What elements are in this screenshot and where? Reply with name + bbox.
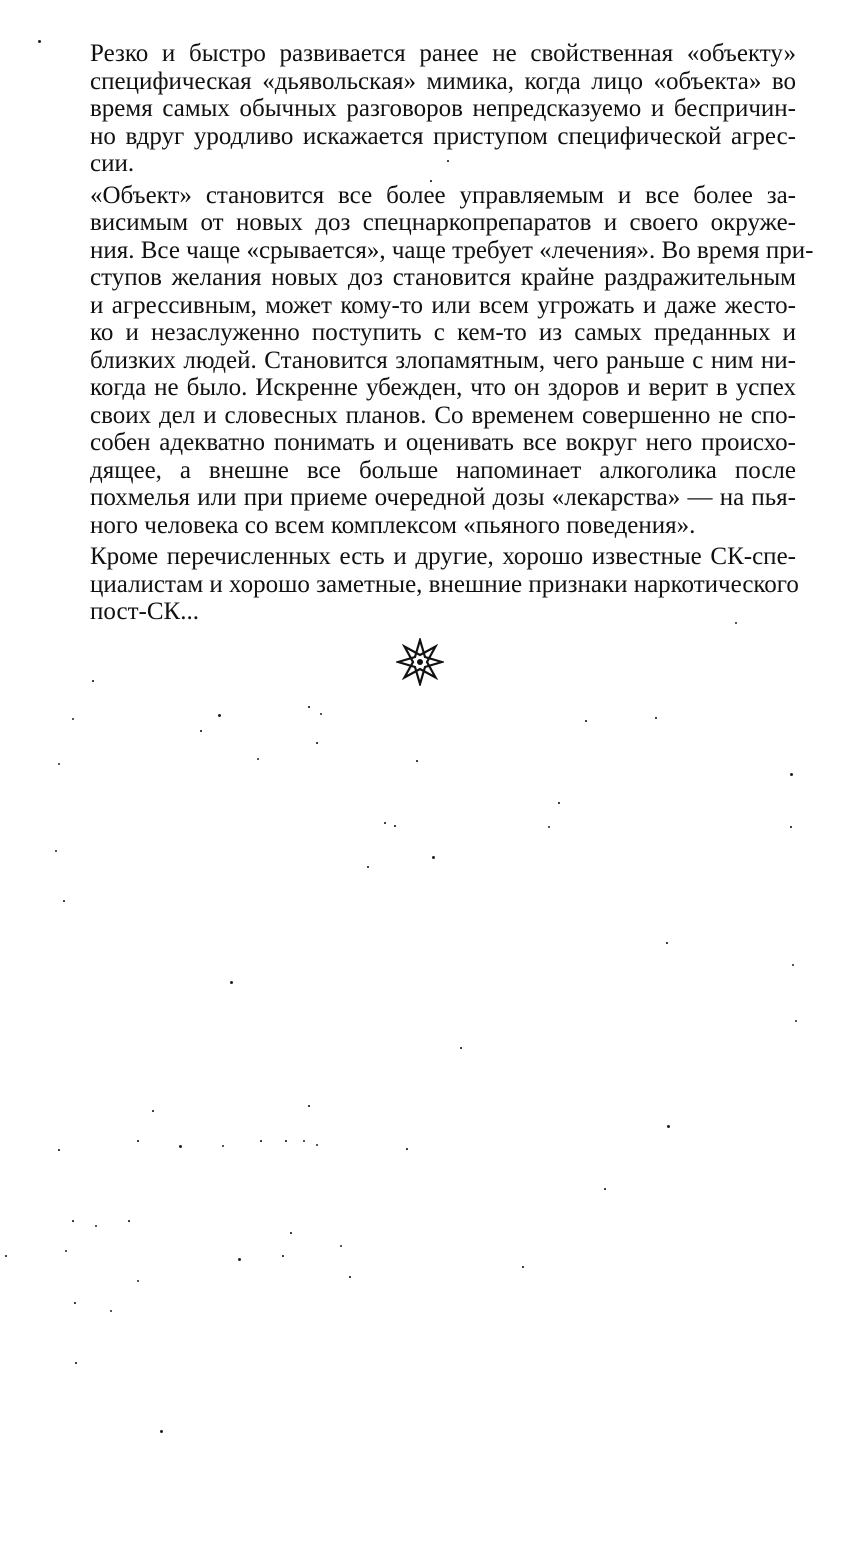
- scan-speck: [260, 1140, 262, 1142]
- scan-speck: [447, 160, 449, 162]
- paragraph-line: Кроме перечисленных есть и другие, хорошо известные СК-спе-: [90, 543, 796, 570]
- scan-speck: [349, 1276, 351, 1278]
- scan-speck: [303, 1140, 305, 1142]
- paragraph-line: время самых обычных разговоров непредсказуемо и беспричин-: [90, 95, 796, 122]
- scan-speck: [128, 1220, 130, 1222]
- paragraph-line: циалистам и хорошо заметные, внешние признаки наркотического: [90, 570, 799, 598]
- scan-speck: [200, 730, 202, 732]
- paragraph-3: [52, 543, 799, 626]
- scan-speck: [308, 706, 310, 708]
- scan-speck: [666, 942, 668, 944]
- paragraph-line: «Объект» становится все более управляемым и все более за-: [90, 181, 796, 209]
- paragraph-line: собен адекватно понимать и оценивать все вокруг него происхо-: [90, 429, 796, 456]
- scan-speck: [110, 1310, 112, 1312]
- paragraph-line: ного человека со всем комплексом «пьяного поведения».: [90, 511, 696, 539]
- scan-speck: [179, 1145, 182, 1148]
- scan-speck: [65, 1250, 67, 1252]
- paragraph-line: ступов желания новых доз становится крайне раздражительным: [90, 264, 796, 291]
- scan-speck: [406, 1148, 408, 1150]
- scan-speck: [735, 622, 737, 624]
- scan-speck: [432, 856, 435, 859]
- scan-speck: [522, 1266, 524, 1268]
- scan-speck: [74, 1302, 76, 1304]
- scan-speck: [92, 680, 94, 682]
- document-page: [52, 40, 814, 630]
- paragraph-line: и агрессивным, может кому-то или всем угрожать и даже жесто-: [90, 291, 796, 319]
- scan-speck: [308, 1105, 310, 1107]
- paragraph-line: сии.: [90, 150, 135, 177]
- scan-speck: [160, 1430, 163, 1433]
- eight-point-star-ornament-icon: [396, 638, 444, 686]
- scan-speck: [604, 1188, 606, 1190]
- scan-speck: [430, 180, 432, 182]
- scan-speck: [75, 1362, 77, 1364]
- scan-speck: [152, 1110, 154, 1112]
- paragraph-line: Резко и быстро развивается ранее не свойственная «объекту»: [90, 40, 796, 67]
- scan-speck: [416, 760, 418, 762]
- scan-speck: [285, 1140, 287, 1142]
- scan-speck: [290, 1232, 292, 1234]
- scan-speck: [367, 866, 369, 868]
- scan-speck: [95, 1225, 97, 1227]
- scan-speck: [63, 900, 65, 902]
- scan-speck: [790, 826, 792, 828]
- paragraph-2: [52, 181, 814, 540]
- scan-speck: [795, 1020, 797, 1022]
- scan-speck: [222, 1145, 224, 1147]
- scan-speck: [792, 964, 794, 966]
- scan-speck: [790, 773, 793, 776]
- paragraph-line: висимым от новых доз спецнаркопрепаратов и своего окруже-: [90, 209, 796, 236]
- paragraph-line: дящее, а внешне все больше напоминает алкоголика после: [90, 456, 796, 484]
- scan-speck: [340, 1245, 342, 1247]
- paragraph-line: похмелья или при приеме очередной дозы «лекарства» — на пья-: [90, 484, 796, 511]
- scan-speck: [320, 713, 322, 715]
- paragraph-line: ния. Все чаще «срывается», чаще требует «лечения». Во время при-: [90, 236, 814, 264]
- scan-speck: [667, 1125, 670, 1128]
- paragraph-1: [52, 40, 796, 178]
- scan-speck: [58, 763, 60, 765]
- scan-speck: [394, 825, 396, 827]
- scan-speck: [548, 826, 550, 828]
- scan-speck: [72, 1220, 74, 1222]
- scan-speck: [72, 718, 74, 720]
- paragraph-line: когда не было. Искренне убежден, что он здоров и верит в успех: [90, 374, 796, 401]
- scan-speck: [5, 1255, 7, 1257]
- scan-speck: [257, 758, 259, 760]
- paragraph-line: своих дел и словесных планов. Со временем совершенно не спо-: [90, 401, 796, 429]
- paragraph-line: но вдруг уродливо искажается приступом специфической агрес-: [90, 122, 796, 150]
- scan-speck: [137, 1280, 139, 1282]
- scan-speck: [316, 742, 318, 744]
- scan-speck: [38, 40, 41, 43]
- scan-speck: [585, 720, 587, 722]
- paragraph-line: специфическая «дьявольская» мимика, когда лицо «объекта» во: [90, 67, 796, 95]
- scan-speck: [238, 1258, 241, 1261]
- scan-speck: [218, 714, 221, 717]
- paragraph-line: пост-СК...: [90, 598, 199, 625]
- scan-speck: [558, 802, 560, 804]
- scan-speck: [137, 1140, 139, 1142]
- paragraph-line: близких людей. Становится злопамятным, чего раньше с ним ни-: [90, 346, 796, 374]
- scan-speck: [230, 981, 233, 984]
- scan-speck: [316, 1144, 318, 1146]
- scan-speck: [655, 717, 657, 719]
- scan-speck: [55, 850, 57, 852]
- scan-speck: [58, 1149, 60, 1151]
- paragraph-line: ко и незаслуженно поступить с кем-то из самых преданных и: [90, 319, 796, 346]
- scan-speck: [282, 1255, 284, 1257]
- scan-speck: [460, 1047, 462, 1049]
- scan-speck: [384, 822, 386, 824]
